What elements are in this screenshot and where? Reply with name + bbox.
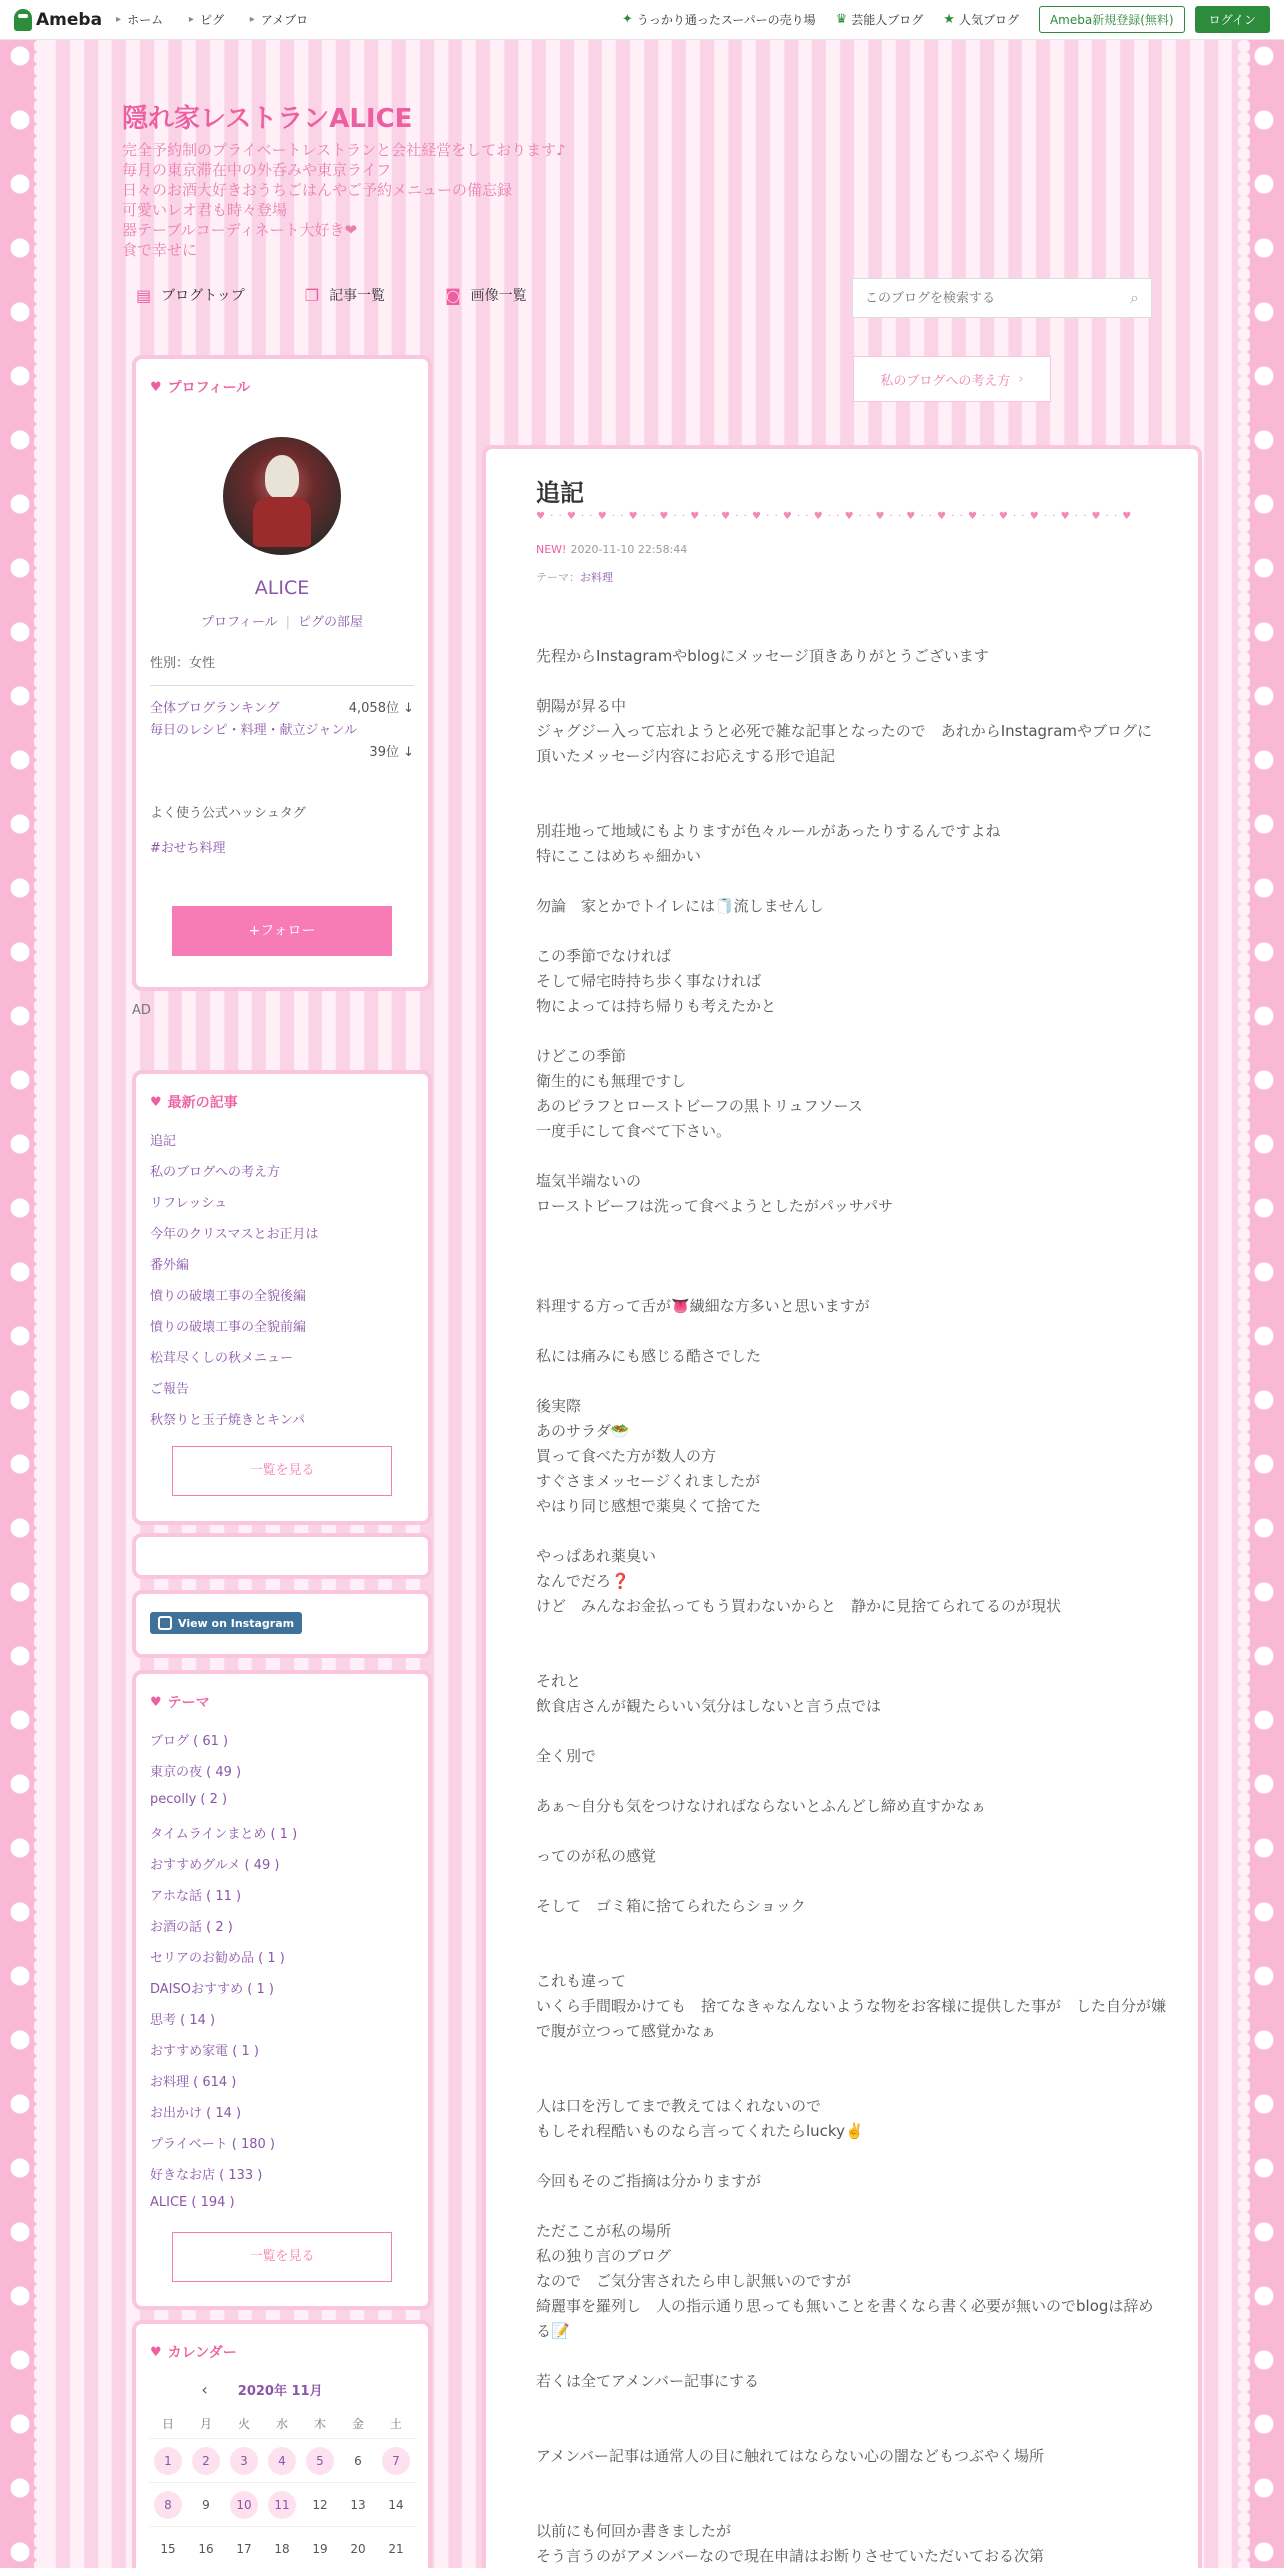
article-paragraph bbox=[536, 1869, 1166, 1894]
article-paragraph bbox=[536, 669, 1166, 694]
nav-blog-top[interactable]: ▤ ブログトップ bbox=[136, 285, 245, 305]
article-paragraph bbox=[536, 1619, 1166, 1644]
search-input[interactable] bbox=[865, 291, 1130, 306]
ranking-row[interactable]: 毎日のレシピ・料理・献立ジャンル 39位 ↓ bbox=[150, 723, 414, 760]
instagram-icon bbox=[158, 1616, 172, 1630]
chevron-right-icon: ▸ bbox=[188, 14, 194, 25]
list-item[interactable]: お出かけ ( 14 ) bbox=[150, 2106, 242, 2121]
themes-heading: ♥ テーマ bbox=[150, 1694, 210, 1711]
themes-more-button[interactable]: 一覧を見る bbox=[172, 2232, 392, 2282]
blog-description: 完全予約制のプライベートレストランと会社経営をしております♪ 毎月の東京滞在中の外呑みや東京ライフ 日々のお酒大好きおうちごはんやご予約メニューの備忘録 可愛いレオ君も時々登場 器テーブルコーディネート大好き❤ 食で幸せに bbox=[122, 141, 566, 259]
list-item[interactable]: pecolly ( 2 ) bbox=[150, 1792, 228, 1807]
calendar-weekday: 土 bbox=[377, 2409, 415, 2439]
article-body bbox=[536, 644, 1166, 2568]
article-paragraph bbox=[536, 919, 1166, 944]
article-paragraph bbox=[536, 1144, 1166, 1169]
calendar-weekday: 木 bbox=[301, 2409, 339, 2439]
blog-nav bbox=[136, 285, 587, 305]
calendar-day: 14 bbox=[377, 2483, 415, 2527]
calendar-month: 2020年 11月 bbox=[237, 2384, 323, 2399]
nav-ameblo[interactable]: ▸ アメブロ bbox=[249, 13, 309, 27]
chevron-right-icon: ▸ bbox=[116, 14, 122, 25]
nav-home[interactable]: ▸ ホーム bbox=[116, 13, 164, 27]
calendar-nav bbox=[136, 2380, 428, 2399]
article-paragraph bbox=[536, 2144, 1166, 2169]
calendar-day: 17 bbox=[225, 2527, 263, 2568]
article-paragraph: 後実際 あのサラダ🥗 買って食べた方が数人の方 すぐさまメッセージくれましたが やはり同じ感想で薬臭くて捨てた bbox=[536, 1397, 762, 1515]
article-paragraph: これも違って いくら手間暇かけても 捨てなきゃなんないような物をお客様に提供した事が した自分が嫌で腹が立つって感覚かなぁ bbox=[536, 1972, 1167, 2040]
calendar-card bbox=[132, 2320, 432, 2568]
crown-icon: ♛ bbox=[835, 12, 848, 27]
article-paragraph: それと 飲食店さんが観たらいい気分はしないと言う点では bbox=[536, 1672, 882, 1715]
hearts-icon: ♥ bbox=[150, 379, 162, 395]
profile-card bbox=[132, 355, 432, 991]
nav-pig[interactable]: ▸ ピグ bbox=[188, 13, 224, 27]
article bbox=[482, 445, 1202, 2568]
article-paragraph: そして ゴミ箱に捨てられたらショック bbox=[536, 1897, 806, 1915]
nav-image-list[interactable]: ◙ 画像一覧 bbox=[445, 285, 527, 305]
article-meta bbox=[536, 543, 687, 556]
divider bbox=[150, 685, 414, 686]
search-icon[interactable]: ⌕ bbox=[1130, 288, 1139, 307]
article-paragraph bbox=[536, 1319, 1166, 1344]
ameba-logo[interactable]: Ameba bbox=[14, 9, 102, 31]
article-paragraph: この季節でなければ そして帰宅時持ち歩く事なければ 物によっては持ち帰りも考えたかと bbox=[536, 947, 777, 1015]
article-paragraph: やっぱあれ薬臭い なんでだろ❓ けど みんなお金払ってもう買わないからと 静かに見捨てられてるのが現状 bbox=[536, 1547, 1062, 1615]
article-paragraph: 全く別で bbox=[536, 1747, 597, 1765]
star-icon: ★ bbox=[943, 12, 955, 27]
calendar-day: 20 bbox=[339, 2527, 377, 2568]
article-paragraph bbox=[536, 1944, 1166, 1969]
article-paragraph: 若くは全てアメンバー記事にする bbox=[536, 2372, 760, 2390]
calendar-day[interactable]: 4 bbox=[263, 2439, 301, 2483]
instagram-card bbox=[132, 1590, 432, 1658]
article-paragraph bbox=[536, 2194, 1166, 2219]
list-item[interactable]: ブログ ( 61 ) bbox=[150, 1734, 229, 1749]
theme-link[interactable]: お料理 bbox=[580, 571, 613, 584]
sparkle-icon: ✦ bbox=[621, 12, 633, 27]
article-paragraph bbox=[536, 2469, 1166, 2494]
article-paragraph bbox=[536, 1219, 1166, 1244]
article-paragraph bbox=[536, 769, 1166, 794]
profile-heading: ♥ プロフィール bbox=[150, 379, 251, 396]
login-button[interactable]: ログイン bbox=[1195, 6, 1270, 33]
ameba-global-header bbox=[0, 0, 1284, 40]
themes-list bbox=[150, 1730, 414, 2226]
list-item[interactable]: 憤りの破壊工事の全貌前編 bbox=[150, 1320, 307, 1335]
calendar-day: 15 bbox=[149, 2527, 187, 2568]
left-scallop-border bbox=[0, 40, 40, 2568]
list-item[interactable]: プライベート ( 180 ) bbox=[150, 2137, 275, 2152]
list-item[interactable]: セリアのお勧め品 ( 1 ) bbox=[150, 1951, 285, 1966]
article-paragraph bbox=[536, 1919, 1166, 1944]
calendar-day[interactable]: 10 bbox=[225, 2483, 263, 2527]
article-paragraph bbox=[536, 2069, 1166, 2094]
article-paragraph: アメンバー記事は通常人の目に触れてはならない心の闇などもつぶやく場所 bbox=[536, 2447, 1045, 2465]
article-paragraph: 先程からInstagramやblogにメッセージ頂きありがとうございます bbox=[536, 647, 989, 665]
recent-heading: ♥ 最新の記事 bbox=[150, 1094, 238, 1111]
recent-articles-card bbox=[132, 1070, 432, 1525]
article-theme: テーマ：お料理 bbox=[536, 571, 613, 584]
list-item[interactable]: タイムラインまとめ ( 1 ) bbox=[150, 1827, 298, 1842]
list-item[interactable]: 好きなお店 ( 133 ) bbox=[150, 2168, 263, 2183]
ad-label: AD bbox=[132, 1003, 151, 1018]
themes-card bbox=[132, 1670, 432, 2310]
profile-link[interactable]: プロフィール bbox=[200, 615, 278, 630]
list-item[interactable]: 憤りの破壊工事の全貌後編 bbox=[150, 1289, 307, 1304]
ranking-row[interactable]: 全体ブログランキング 4,058位 ↓ bbox=[150, 701, 414, 716]
list-item[interactable]: 番外編 bbox=[150, 1258, 190, 1273]
calendar-day: 18 bbox=[263, 2527, 301, 2568]
recent-more-button[interactable]: 一覧を見る bbox=[172, 1446, 392, 1496]
article-paragraph bbox=[536, 1244, 1166, 1269]
header-right bbox=[622, 6, 1270, 33]
article-paragraph bbox=[536, 1019, 1166, 1044]
calendar-day: 9 bbox=[187, 2483, 225, 2527]
article-paragraph: 今回もそのご指摘は分かりますが bbox=[536, 2172, 762, 2190]
list-item[interactable]: お酒の話 ( 2 ) bbox=[150, 1920, 233, 1935]
calendar-day[interactable]: 5 bbox=[301, 2439, 339, 2483]
calendar-day[interactable]: 3 bbox=[225, 2439, 263, 2483]
profile-links: プロフィール | ピグの部屋 bbox=[200, 615, 364, 630]
hashtag-link[interactable]: #おせち料理 bbox=[150, 841, 226, 856]
article-date: 2020-11-10 22:58:44 bbox=[570, 543, 688, 556]
avatar[interactable] bbox=[223, 437, 341, 555]
calendar-weekday: 月 bbox=[187, 2409, 225, 2439]
blog-title[interactable]: 隠れ家レストランALICE bbox=[122, 104, 413, 134]
calendar-weekday: 金 bbox=[339, 2409, 377, 2439]
article-paragraph bbox=[536, 1519, 1166, 1544]
right-scallop-border bbox=[1244, 40, 1284, 2568]
article-paragraph: 以前にも何回か書きましたが そう言うのがアメンバーなので現在申請はお断りさせていただいておる次第 bbox=[536, 2522, 1045, 2565]
camera-icon: ◙ bbox=[445, 285, 461, 305]
calendar-day[interactable]: 8 bbox=[149, 2483, 187, 2527]
chevron-left-icon[interactable]: ‹ bbox=[201, 2380, 208, 2399]
pig-room-link[interactable]: ピグの部屋 bbox=[298, 615, 364, 630]
list-item[interactable]: アホな話 ( 11 ) bbox=[150, 1889, 242, 1904]
hashtag-label: よく使う公式ハッシュタグ bbox=[150, 806, 306, 821]
ranking-block bbox=[150, 698, 414, 764]
article-paragraph: 人は口を汚してまで教えてはくれないので もしそれ程酷いものなら言ってくれたらlucky✌️ bbox=[536, 2097, 864, 2140]
list-item[interactable]: DAISOおすすめ ( 1 ) bbox=[150, 1982, 274, 1997]
ameba-mascot-icon bbox=[14, 9, 32, 31]
new-badge: NEW! bbox=[536, 543, 567, 556]
list-item[interactable]: 東京の夜 ( 49 ) bbox=[150, 1765, 242, 1780]
blog-top-icon: ▤ bbox=[136, 285, 152, 305]
recent-list bbox=[150, 1130, 414, 1440]
nav-article-list[interactable]: ❐ 記事一覧 bbox=[304, 285, 386, 305]
hearts-icon: ♥ bbox=[150, 1694, 162, 1710]
calendar-weekday: 日 bbox=[149, 2409, 187, 2439]
calendar-weekday: 水 bbox=[263, 2409, 301, 2439]
link-popular-blog[interactable]: ★ 人気ブログ bbox=[943, 12, 1019, 27]
article-paragraph bbox=[536, 1369, 1166, 1394]
profile-name[interactable]: ALICE bbox=[254, 577, 310, 599]
article-paragraph: 料理する方って舌が👅繊細な方多いと思いますが bbox=[536, 1297, 870, 1315]
article-paragraph bbox=[536, 2494, 1166, 2519]
list-item[interactable]: 松茸尽くしの秋メニュー bbox=[150, 1351, 294, 1366]
calendar-weekday: 火 bbox=[225, 2409, 263, 2439]
calendar-day[interactable]: 2 bbox=[187, 2439, 225, 2483]
blog-search bbox=[852, 278, 1152, 318]
calendar-day[interactable]: 1 bbox=[149, 2439, 187, 2483]
hearts-icon: ♥ bbox=[150, 2344, 162, 2360]
chevron-right-icon: ▸ bbox=[249, 14, 255, 25]
article-paragraph bbox=[536, 794, 1166, 819]
article-paragraph: あぁ〜自分も気をつけなければならないとふんどし締め直すかなぁ bbox=[536, 1797, 986, 1815]
article-paragraph bbox=[536, 1819, 1166, 1844]
article-paragraph: 私には痛みにも感じる酷さでした bbox=[536, 1347, 762, 1365]
calendar-day[interactable]: 11 bbox=[263, 2483, 301, 2527]
article-paragraph: ってのが私の感覚 bbox=[536, 1847, 657, 1865]
article-paragraph bbox=[536, 2344, 1166, 2369]
list-item[interactable]: お料理 ( 614 ) bbox=[150, 2075, 237, 2090]
article-paragraph bbox=[536, 2419, 1166, 2444]
article-paragraph bbox=[536, 869, 1166, 894]
empty-widget bbox=[132, 1533, 432, 1579]
follow-button[interactable]: +フォロー bbox=[172, 906, 392, 956]
global-nav bbox=[116, 11, 330, 28]
list-item[interactable]: 今年のクリスマスとお正月は bbox=[150, 1227, 319, 1242]
list-item[interactable]: ALICE ( 194 ) bbox=[150, 2195, 235, 2210]
hearts-divider: ♥ · · ♥ · · ♥ · · ♥ · · ♥ · · ♥ · · ♥ · · ♥ · · ♥ · · ♥ · · ♥ · · ♥ · · ♥ · · ♥ · · ♥ · · ♥ · · ♥ · · ♥ · · ♥ · · ♥ bbox=[536, 511, 1133, 522]
list-item[interactable]: おすすめ家電 ( 1 ) bbox=[150, 2044, 259, 2059]
calendar-day: 19 bbox=[301, 2527, 339, 2568]
article-paragraph bbox=[536, 1769, 1166, 1794]
list-item[interactable]: 秋祭りと玉子焼きとキンパ bbox=[150, 1413, 305, 1428]
list-item[interactable]: ご報告 bbox=[150, 1382, 190, 1397]
chevron-right-icon: › bbox=[1018, 371, 1024, 387]
instagram-button[interactable]: View on Instagram bbox=[150, 1612, 302, 1634]
article-paragraph: ただここが私の場所 私の独り言のブログ なので ご気分害されたら申し訳無いのですが 綺麗事を羅列し 人の指示通り思っても無いことを書くなら書く必要が無いのでblogは辞める📝 bbox=[536, 2222, 1154, 2340]
article-title[interactable]: 追記 bbox=[536, 479, 584, 507]
calendar-day: 16 bbox=[187, 2527, 225, 2568]
link-celebrity-blog[interactable]: ♛ 芸能人ブログ bbox=[835, 12, 924, 27]
article-paragraph bbox=[536, 1644, 1166, 1669]
calendar-day: 6 bbox=[339, 2439, 377, 2483]
calendar-day: 13 bbox=[339, 2483, 377, 2527]
hearts-icon: ♥ bbox=[150, 1094, 162, 1110]
blog-policy-button[interactable]: 私のブログへの考え方 › bbox=[853, 356, 1051, 402]
list-item[interactable]: リフレッシュ bbox=[150, 1196, 228, 1211]
calendar-day: 12 bbox=[301, 2483, 339, 2527]
calendar-day: 21 bbox=[377, 2527, 415, 2568]
list-item[interactable]: 追記 bbox=[150, 1134, 177, 1149]
link-trending-topic[interactable]: ✦ うっかり通ったスーパーの売り場 bbox=[621, 12, 816, 27]
article-paragraph: 塩気半端ないの ローストビーフは洗って食べようとしたがパッサパサ bbox=[536, 1172, 894, 1215]
article-paragraph bbox=[536, 2394, 1166, 2419]
article-paragraph: 別荘地って地域にもよりますが色々ルールがあったりするんですよね 特にここはめちゃ細かい bbox=[536, 822, 1001, 865]
list-item[interactable]: 思考 ( 14 ) bbox=[150, 2013, 216, 2028]
article-list-icon: ❐ bbox=[304, 285, 320, 305]
list-item[interactable]: 私のブログへの考え方 bbox=[150, 1165, 281, 1180]
article-paragraph bbox=[536, 2044, 1166, 2069]
article-paragraph: けどこの季節 衛生的にも無理ですし あのピラフとローストビーフの黒トリュフソース 一度手にして食べて下さい。 bbox=[536, 1047, 863, 1140]
calendar-grid bbox=[136, 2409, 428, 2568]
article-paragraph: 朝陽が昇る中 ジャグジー入って忘れようと必死で雑な記事となったので あれからInstagramやブログに頂いたメッセージ内容にお応えする形で追記 bbox=[536, 697, 1153, 765]
register-button[interactable]: Ameba新規登録(無料) bbox=[1039, 6, 1185, 33]
profile-gender: 性別：女性 bbox=[150, 656, 216, 671]
list-item[interactable]: おすすめグルメ ( 49 ) bbox=[150, 1858, 280, 1873]
calendar-heading: ♥ カレンダー bbox=[150, 2344, 237, 2361]
article-paragraph bbox=[536, 1719, 1166, 1744]
calendar-day[interactable]: 7 bbox=[377, 2439, 415, 2483]
article-paragraph bbox=[536, 1269, 1166, 1294]
article-paragraph: 勿論 家とかでトイレには🧻流しませんし bbox=[536, 897, 824, 915]
